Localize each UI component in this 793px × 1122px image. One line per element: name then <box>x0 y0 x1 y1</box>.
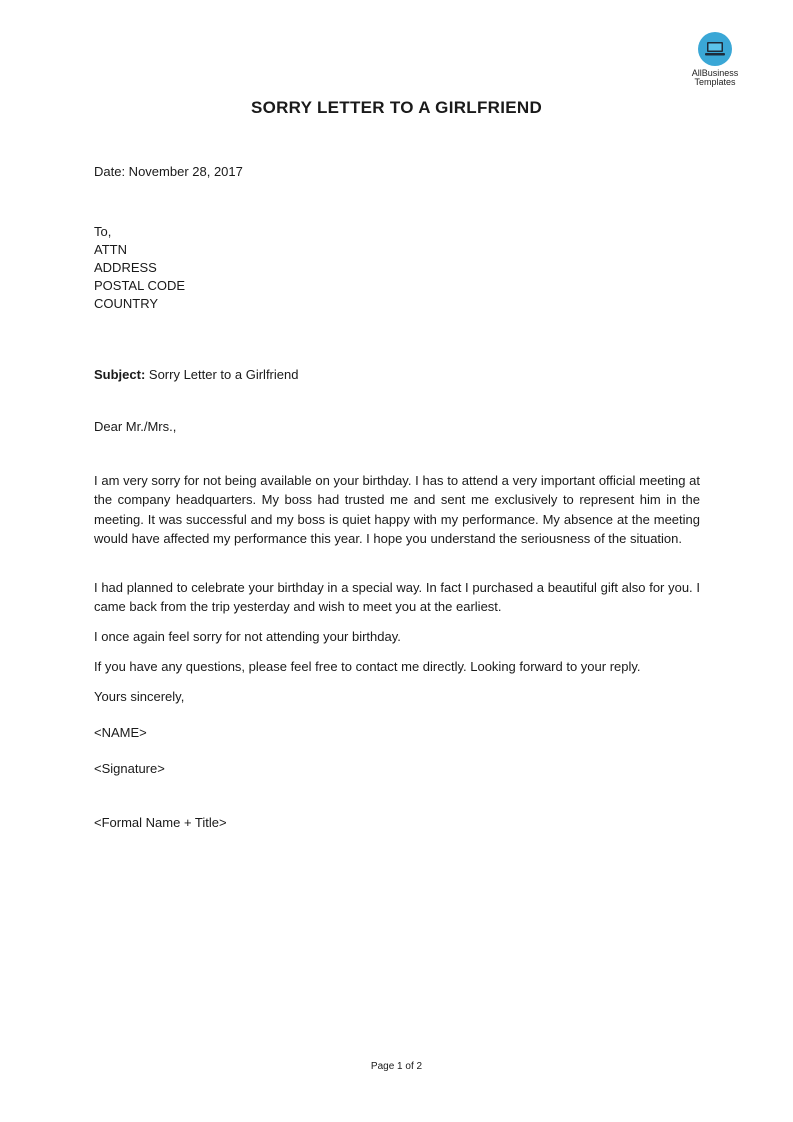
recipient-address <box>94 223 185 313</box>
address-attn: ATTN <box>94 242 127 257</box>
laptop-icon <box>705 41 725 57</box>
subject-line <box>94 366 298 384</box>
address-to: To, <box>94 224 112 239</box>
page-number: Page 1 of 2 <box>370 1061 423 1072</box>
subject-text: Sorry Letter to a Girlfriend <box>145 367 299 382</box>
logo-text-line1: AllBusiness <box>691 68 739 78</box>
address-country: COUNTRY <box>94 296 159 311</box>
body-paragraph-3: I once again feel sorry for not attending your birthday. <box>94 629 401 644</box>
formal-name-placeholder: <Formal Name + Title> <box>94 815 227 830</box>
address-street: ADDRESS <box>94 260 157 275</box>
body-paragraph-2: I had planned to celebrate your birthday in a special way. In fact I purchased a beautiful gift also for you. I came back from the trip yesterday and wish to meet you at the earliest. <box>94 580 700 615</box>
body-paragraph-1: I am very sorry for not being available on your birthday. I has to attend a very important official meeting at the company headquarters. My boss had trusted me and sent me exclusively to represent him in the meeting. It was successful and my boss is quiet happy with my performance. My absence at the meeting would have affected my performance this year. I hope you understand the seriousness of the situation. <box>94 473 700 547</box>
closing: Yours sincerely, <box>94 689 185 704</box>
salutation: Dear Mr./Mrs., <box>94 419 177 434</box>
signature-placeholder: <Signature> <box>94 761 165 776</box>
date-line: Date: November 28, 2017 <box>94 164 243 179</box>
name-placeholder: <NAME> <box>94 725 147 740</box>
logo-badge <box>698 32 732 66</box>
logo-text-line2: Templates <box>694 77 736 87</box>
body-paragraph-4: If you have any questions, please feel free to contact me directly. Looking forward to your reply. <box>94 659 641 674</box>
address-postal-code: POSTAL CODE <box>94 278 186 293</box>
page-title: SORRY LETTER TO A GIRLFRIEND <box>250 98 543 117</box>
subject-label: Subject: <box>94 367 146 382</box>
allbusiness-logo <box>686 32 744 87</box>
